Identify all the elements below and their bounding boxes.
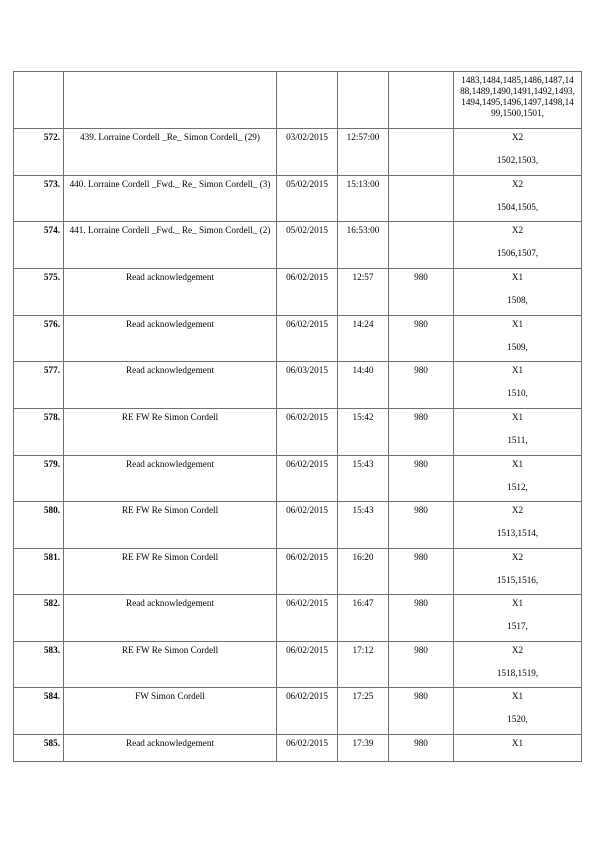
page-list: 1508, (507, 295, 528, 305)
row-pages (454, 222, 582, 269)
cell-date (277, 72, 338, 129)
row-date: 06/02/2015 (277, 269, 338, 316)
row-number: 577. (14, 362, 64, 409)
row-date: 03/02/2015 (277, 129, 338, 176)
table-row (14, 502, 582, 549)
row-time: 12:57 (338, 269, 389, 316)
page-count: X1 (511, 459, 524, 469)
table-row-continuation (14, 72, 582, 129)
row-date: 06/02/2015 (277, 595, 338, 642)
cell-desc (64, 72, 277, 129)
page-list: 1513,1514, (496, 528, 539, 538)
row-description: 439. Lorraine Cordell _Re_ Simon Cordell_ (29) (64, 129, 277, 176)
table-row (14, 735, 582, 762)
row-time: 17:39 (338, 735, 389, 762)
table-row (14, 409, 582, 456)
table-row (14, 642, 582, 688)
table-row (14, 316, 582, 362)
table-row (14, 456, 582, 502)
row-date: 06/02/2015 (277, 549, 338, 595)
page-list: 1504,1505, (496, 202, 539, 212)
page-list: 1515,1516, (496, 575, 539, 585)
table-row (14, 362, 582, 409)
row-description: 440. Lorraine Cordell _Fwd._ Re_ Simon Cordell_ (3) (64, 176, 277, 222)
cell-pages (454, 72, 582, 129)
row-number: 574. (14, 222, 64, 269)
row-code (389, 129, 454, 176)
table-row (14, 176, 582, 222)
row-time: 16:53:00 (338, 222, 389, 269)
row-pages (454, 688, 582, 735)
row-time: 15:42 (338, 409, 389, 456)
row-description: RE FW Re Simon Cordell (64, 409, 277, 456)
row-code: 980 (389, 642, 454, 688)
row-description: Read acknowledgement (64, 269, 277, 316)
row-number: 584. (14, 688, 64, 735)
page-list: 1517, (507, 621, 528, 631)
row-number: 582. (14, 595, 64, 642)
table-row (14, 688, 582, 735)
row-date: 05/02/2015 (277, 176, 338, 222)
row-number: 573. (14, 176, 64, 222)
row-code: 980 (389, 688, 454, 735)
row-code: 980 (389, 502, 454, 549)
row-number: 572. (14, 129, 64, 176)
row-date: 06/03/2015 (277, 362, 338, 409)
page-count: X2 (511, 132, 524, 142)
row-pages (454, 735, 582, 762)
row-time: 14:40 (338, 362, 389, 409)
row-time: 17:12 (338, 642, 389, 688)
page-count: X2 (511, 552, 524, 562)
table-row (14, 549, 582, 595)
row-pages (454, 456, 582, 502)
row-number: 575. (14, 269, 64, 316)
page-list: 1510, (507, 388, 528, 398)
row-code: 980 (389, 409, 454, 456)
row-pages (454, 129, 582, 176)
row-pages (454, 549, 582, 595)
row-time: 15:13:00 (338, 176, 389, 222)
row-time: 15:43 (338, 456, 389, 502)
row-date: 06/02/2015 (277, 688, 338, 735)
page-list: 1511, (507, 435, 528, 445)
row-pages (454, 362, 582, 409)
row-code (389, 222, 454, 269)
row-time: 16:47 (338, 595, 389, 642)
cell-num (14, 72, 64, 129)
page-list: 1502,1503, (496, 155, 539, 165)
row-code: 980 (389, 456, 454, 502)
page-list: 1518,1519, (496, 668, 539, 678)
row-time: 17:25 (338, 688, 389, 735)
row-pages (454, 642, 582, 688)
page-count: X2 (511, 179, 524, 189)
page-count: X1 (511, 598, 524, 608)
row-number: 579. (14, 456, 64, 502)
row-pages (454, 502, 582, 549)
row-code: 980 (389, 269, 454, 316)
table-row (14, 269, 582, 316)
row-number: 578. (14, 409, 64, 456)
row-description: Read acknowledgement (64, 735, 277, 762)
row-date: 06/02/2015 (277, 642, 338, 688)
page-count: X2 (511, 505, 524, 515)
row-description: 441. Lorraine Cordell _Fwd._ Re_ Simon Cordell_ (2) (64, 222, 277, 269)
table-body (14, 72, 582, 762)
table-row (14, 129, 582, 176)
row-code: 980 (389, 735, 454, 762)
row-date: 06/02/2015 (277, 409, 338, 456)
row-code: 980 (389, 595, 454, 642)
row-time: 14:24 (338, 316, 389, 362)
row-description: RE FW Re Simon Cordell (64, 549, 277, 595)
page-count: X2 (511, 645, 524, 655)
page-list: 1483,1484,1485,1486,1487,1488,1489,1490,1491,1492,1493,1494,1495,1496,1497,1498,1499,1500,1501, (460, 75, 575, 118)
row-description: RE FW Re Simon Cordell (64, 502, 277, 549)
row-pages (454, 409, 582, 456)
row-pages (454, 176, 582, 222)
row-description: Read acknowledgement (64, 362, 277, 409)
row-date: 06/02/2015 (277, 316, 338, 362)
page-count: X1 (511, 691, 524, 701)
page-list: 1506,1507, (496, 248, 539, 258)
page-list: 1520, (507, 714, 528, 724)
row-code: 980 (389, 549, 454, 595)
page-count: X1 (511, 319, 524, 329)
page-count: X2 (511, 225, 524, 235)
page-count: X1 (511, 738, 524, 748)
row-number: 581. (14, 549, 64, 595)
row-number: 583. (14, 642, 64, 688)
row-time: 16:20 (338, 549, 389, 595)
document-index-table (13, 71, 582, 762)
table-row (14, 595, 582, 642)
page-count: X1 (511, 412, 524, 422)
row-code: 980 (389, 362, 454, 409)
row-date: 06/02/2015 (277, 735, 338, 762)
row-time: 12:57:00 (338, 129, 389, 176)
table-row (14, 222, 582, 269)
row-code: 980 (389, 316, 454, 362)
row-date: 05/02/2015 (277, 222, 338, 269)
cell-time (338, 72, 389, 129)
row-number: 576. (14, 316, 64, 362)
row-pages (454, 316, 582, 362)
page-count: X1 (511, 365, 524, 375)
row-code (389, 176, 454, 222)
page-count: X1 (511, 272, 524, 282)
row-description: Read acknowledgement (64, 316, 277, 362)
row-description: FW Simon Cordell (64, 688, 277, 735)
row-date: 06/02/2015 (277, 502, 338, 549)
row-description: Read acknowledgement (64, 456, 277, 502)
row-description: Read acknowledgement (64, 595, 277, 642)
row-number: 585. (14, 735, 64, 762)
page-list: 1509, (507, 342, 528, 352)
row-time: 15:43 (338, 502, 389, 549)
row-pages (454, 269, 582, 316)
row-date: 06/02/2015 (277, 456, 338, 502)
row-description: RE FW Re Simon Cordell (64, 642, 277, 688)
row-pages (454, 595, 582, 642)
cell-code (389, 72, 454, 129)
page-list: 1512, (507, 482, 528, 492)
row-number: 580. (14, 502, 64, 549)
